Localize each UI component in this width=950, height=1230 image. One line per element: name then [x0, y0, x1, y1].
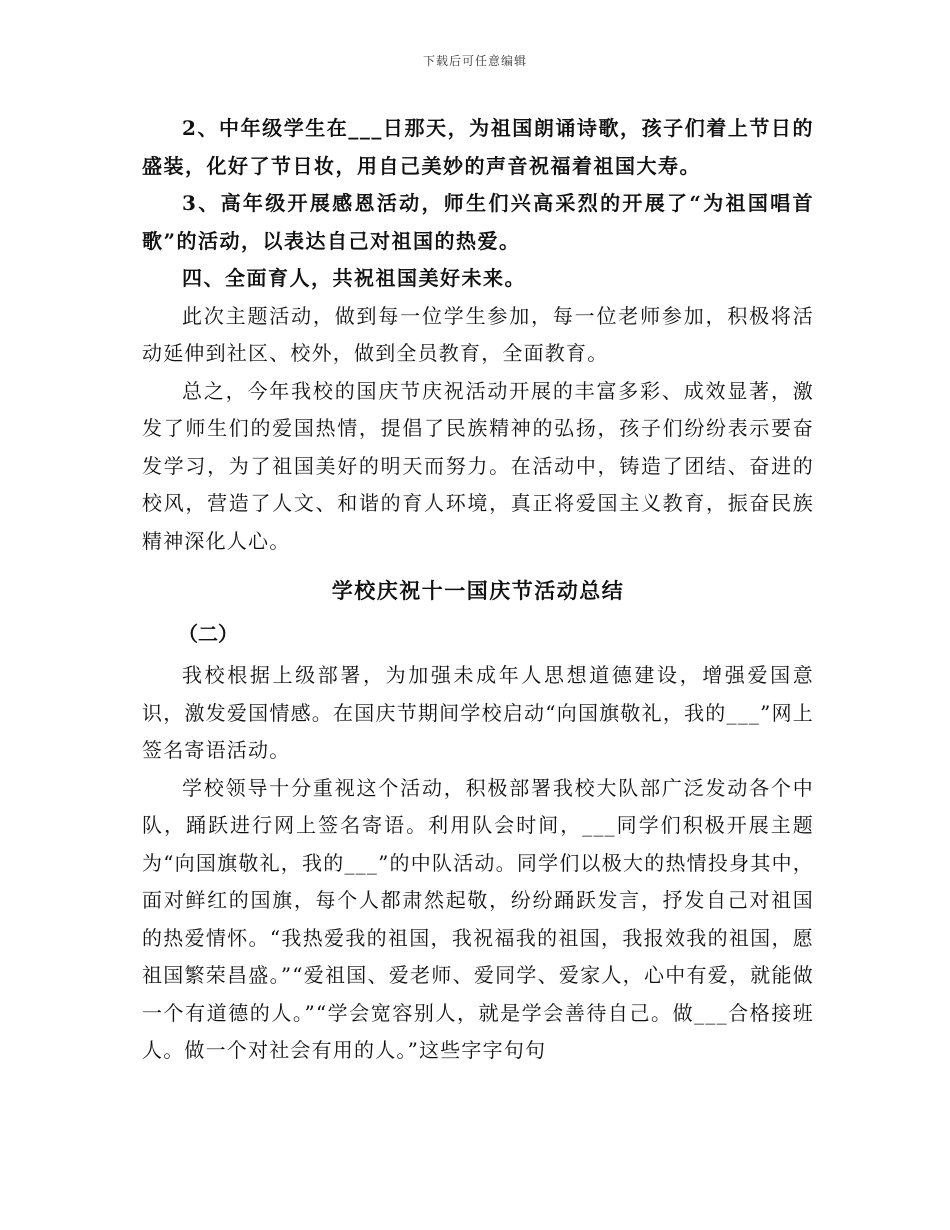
section-title: 学校庆祝十一国庆节活动总结 — [331, 578, 625, 603]
paragraph-theme-activity: 此次主题活动，做到每一位学生参加，每一位老师参加，积极将活动延伸到社区、校外，做到全员教育，全面教育。 — [142, 303, 814, 365]
paragraph-school-deployment: 我校根据上级部署，为加强未成年人思想道德建设，增强爱国意识，激发爱国情感。在国庆节期间学校启动“向国旗敬礼，我的___”网上签名寄语活动。 — [142, 663, 814, 762]
heading-section-four: 四、全面育人，共祝祖国美好未来。 — [182, 266, 526, 290]
paragraph-school-leaders: 学校领导十分重视这个活动，积极部署我校大队部广泛发动各个中队，踊跃进行网上签名寄语。利用队会时间，___同学们积极开展主题为“向国旗敬礼，我的___”的中队活动。同学们以极大的热情投身其中，面对鲜红的国旗，每个人都肃然起敬，纷纷踊跃发言，抒发自己对祖国的热爱情怀。“我热爱我的祖国，我祝福我的祖国，我报效我的祖国，愿祖国繁荣昌盛。”“爱祖国、爱老师、爱同学、爱家人，心中有爱，就能做一个有道德的人。”“学会宽容别人，就是学会善待自己。做___合格接班人。做一个对社会有用的人。”这些字字句句 — [142, 775, 814, 1062]
paragraph-summary: 总之，今年我校的国庆节庆祝活动开展的丰富多彩、成效显著，激发了师生们的爱国热情，提倡了民族精神的弘扬，孩子们纷纷表示要奋发学习，为了祖国美好的明天而努力。在活动中，铸造了团结、奋进的校风，营造了人文、和谐的育人环境，真正将爱国主义教育，振奋民族精神深化人心。 — [142, 378, 814, 553]
page-header: 下载后可任意编辑 — [422, 54, 527, 68]
paragraph-upper-grade: 3、高年级开展感恩活动，师生们兴高采烈的开展了“为祖国唱首歌”的活动，以表达自己对祖国的热爱。 — [142, 191, 814, 253]
document-body — [142, 110, 814, 1070]
paragraph-middle-grade: 2、中年级学生在___日那天，为祖国朗诵诗歌，孩子们着上节日的盛装，化好了节日妆，用自己美妙的声音祝福着祖国大寿。 — [142, 116, 814, 178]
section-sub-label: （二） — [178, 621, 238, 646]
